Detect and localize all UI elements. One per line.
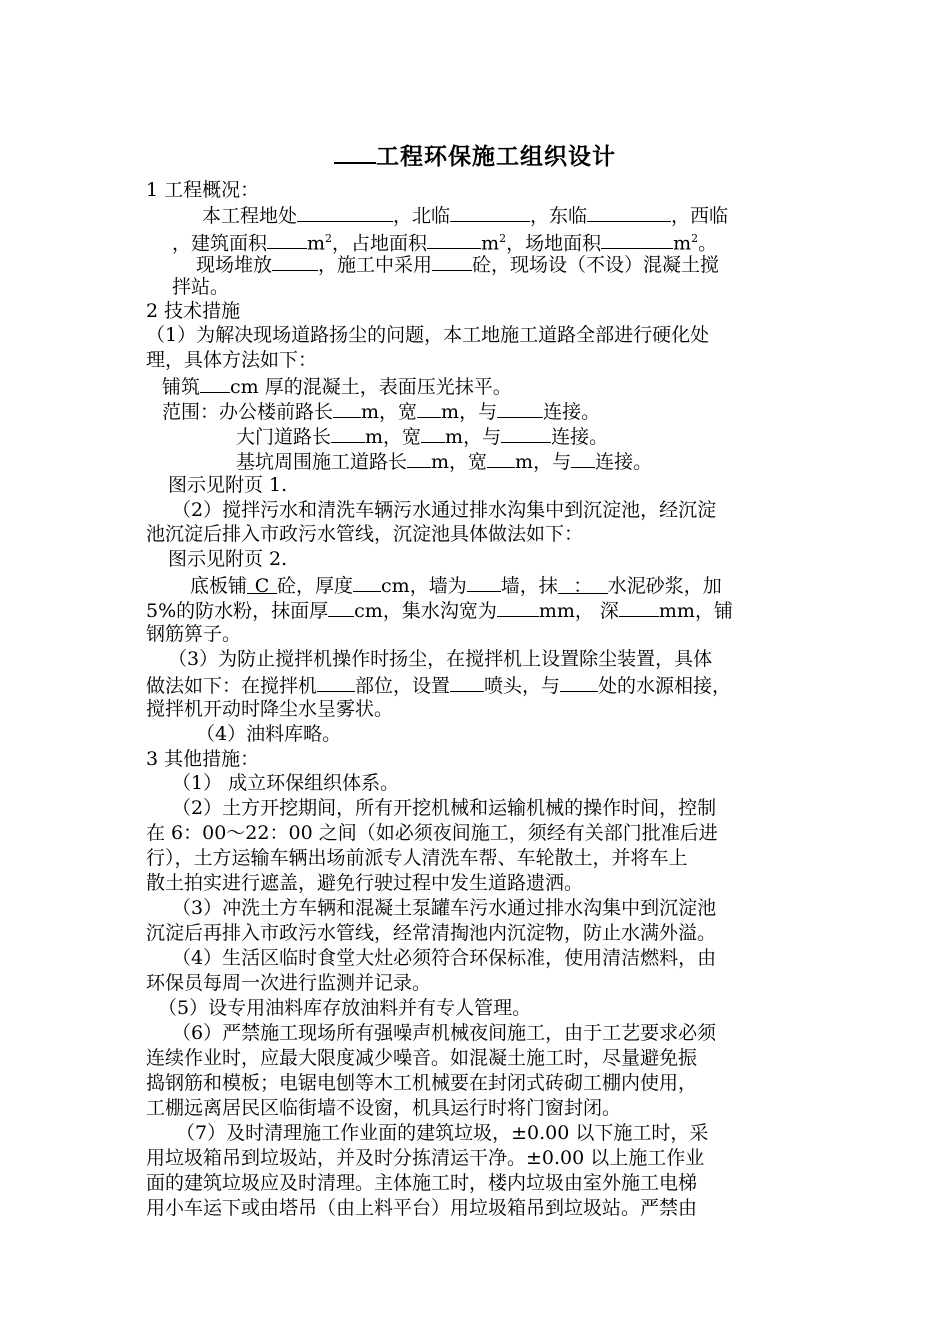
body-line: （2）搅拌污水和清洗车辆污水通过排水沟集中到沉淀池，经沉淀 xyxy=(172,499,717,521)
title-blank xyxy=(334,142,376,164)
body-line: 图示见附页 2. xyxy=(168,548,288,570)
fill-blank xyxy=(427,229,481,249)
body-line: 捣钢筋和模板；电锯电刨等木工机械要在封闭式砖砌工棚内使用， xyxy=(146,1072,698,1094)
fill-blank xyxy=(467,572,501,592)
fill-blank: ： xyxy=(558,574,608,594)
fill-blank: C xyxy=(247,574,277,594)
fill-blank xyxy=(432,251,472,271)
body-line: 环保员每周一次进行监测并记录。 xyxy=(146,972,432,994)
body-line: 底板铺 C 砼，厚度 cm，墙为 墙，抹 ： 水泥砂浆，加 xyxy=(190,572,722,596)
body-line: 钢筋箅子。 xyxy=(146,623,242,645)
body-line: 范围：办公楼前路长 m，宽 m，与 连接。 xyxy=(162,398,600,422)
body-line: （1） 成立环保组织体系。 xyxy=(172,772,400,794)
body-line: 沉淀后再排入市政污水管线，经常清掏池内沉淀物，防止水满外溢。 xyxy=(146,922,717,944)
body-line: 拌站。 xyxy=(172,276,230,298)
body-line: 池沉淀后排入市政污水管线，沉淀池具体做法如下： xyxy=(146,523,584,545)
fill-blank xyxy=(450,672,484,692)
fill-blank xyxy=(317,672,355,692)
body-line: （4）生活区临时食堂大灶必须符合环保标准，使用清洁燃料，由 xyxy=(172,947,717,969)
body-line: 5%的防水粉，抹面厚 cm，集水沟宽为 mm， 深 mm，铺 xyxy=(146,597,733,621)
fill-blank xyxy=(267,229,307,249)
fill-blank xyxy=(333,398,361,418)
fill-blank xyxy=(619,597,659,617)
fill-blank xyxy=(601,229,673,249)
fill-blank xyxy=(200,373,230,393)
body-line: 现场堆放 ，施工中采用 砼，现场设（不设）混凝土搅 xyxy=(196,251,719,275)
body-line: 做法如下：在搅拌机 部位，设置 喷头，与 处的水源相接， xyxy=(146,672,731,696)
body-line: 散土拍实进行遮盖，避免行驶过程中发生道路遗洒。 xyxy=(146,872,584,894)
body-line: 图示见附页 1. xyxy=(168,474,288,496)
fill-blank xyxy=(272,251,318,271)
fill-blank xyxy=(560,672,598,692)
section-heading-1: 1 工程概况： xyxy=(146,179,260,201)
body-line: （6）严禁施工现场所有强噪声机械夜间施工，由于工艺要求必须 xyxy=(172,1022,717,1044)
body-line: （3）为防止搅拌机操作时扬尘，在搅拌机上设置除尘装置，具体 xyxy=(168,648,713,670)
fill-blank xyxy=(407,448,431,468)
body-line: 在 6：00～22：00 之间（如必须夜间施工，须经有关部门批准后进 xyxy=(146,822,718,844)
body-line: （5）设专用油料库存放油料并有专人管理。 xyxy=(158,997,532,1019)
body-line: （4）油料库略。 xyxy=(196,723,342,745)
fill-blank xyxy=(497,597,539,617)
fill-blank xyxy=(571,448,595,468)
body-line: 面的建筑垃圾应及时清理。主体施工时，楼内垃圾由室外施工电梯 xyxy=(146,1172,698,1194)
document-title: 工程环保施工组织设计 xyxy=(0,138,950,171)
fill-blank xyxy=(587,202,671,222)
body-line: （3）冲洗土方车辆和混凝土泵罐车污水通过排水沟集中到沉淀池 xyxy=(172,897,717,919)
body-line: 铺筑 cm 厚的混凝土，表面压光抹平。 xyxy=(162,373,512,397)
body-line: 用垃圾箱吊到垃圾站，并及时分拣清运干净。±0.00 以上施工作业 xyxy=(146,1147,705,1169)
fill-blank xyxy=(450,202,530,222)
body-line: 理，具体方法如下： xyxy=(146,349,318,371)
fill-blank xyxy=(353,572,381,592)
fill-blank xyxy=(421,423,445,443)
body-line: （7）及时清理施工作业面的建筑垃圾，±0.00 以下施工时，采 xyxy=(176,1122,709,1144)
section-heading-2: 2 技术措施 xyxy=(146,300,241,322)
fill-blank xyxy=(497,398,543,418)
body-line: 连续作业时，应最大限度减少噪音。如混凝土施工时，尽量避免振 xyxy=(146,1047,698,1069)
body-line: ，建筑面积 $m^2$，占地面积 $m^2$，场地面积 $m^2$。 xyxy=(172,227,717,251)
body-line: 工棚远离居民区临街墙不设窗，机具运行时将门窗封闭。 xyxy=(146,1097,622,1119)
body-line: 用小车运下或由塔吊（由上料平台）用垃圾箱吊到垃圾站。严禁由 xyxy=(146,1197,698,1219)
body-line: （1）为解决现场道路扬尘的问题，本工地施工道路全部进行硬化处 xyxy=(146,324,710,346)
fill-blank xyxy=(331,423,365,443)
body-line: 基坑周围施工道路长 m，宽 m，与 连接。 xyxy=(236,448,652,472)
body-line: 行），土方运输车辆出场前派专人清洗车帮、车轮散土，并将车上 xyxy=(146,847,688,869)
fill-blank xyxy=(328,597,354,617)
body-line: （2）土方开挖期间，所有开挖机械和运输机械的操作时间，控制 xyxy=(172,797,717,819)
body-line: 本工程地处 ，北临 ，东临 ，西临 xyxy=(202,202,728,226)
fill-blank xyxy=(417,398,441,418)
fill-blank xyxy=(501,423,551,443)
fill-blank xyxy=(487,448,515,468)
body-line: 搅拌机开动时降尘水呈雾状。 xyxy=(146,698,394,720)
body-line: 大门道路长 m，宽 m，与 连接。 xyxy=(236,423,608,447)
section-heading-3: 3 其他措施： xyxy=(146,748,260,770)
fill-blank xyxy=(297,202,393,222)
